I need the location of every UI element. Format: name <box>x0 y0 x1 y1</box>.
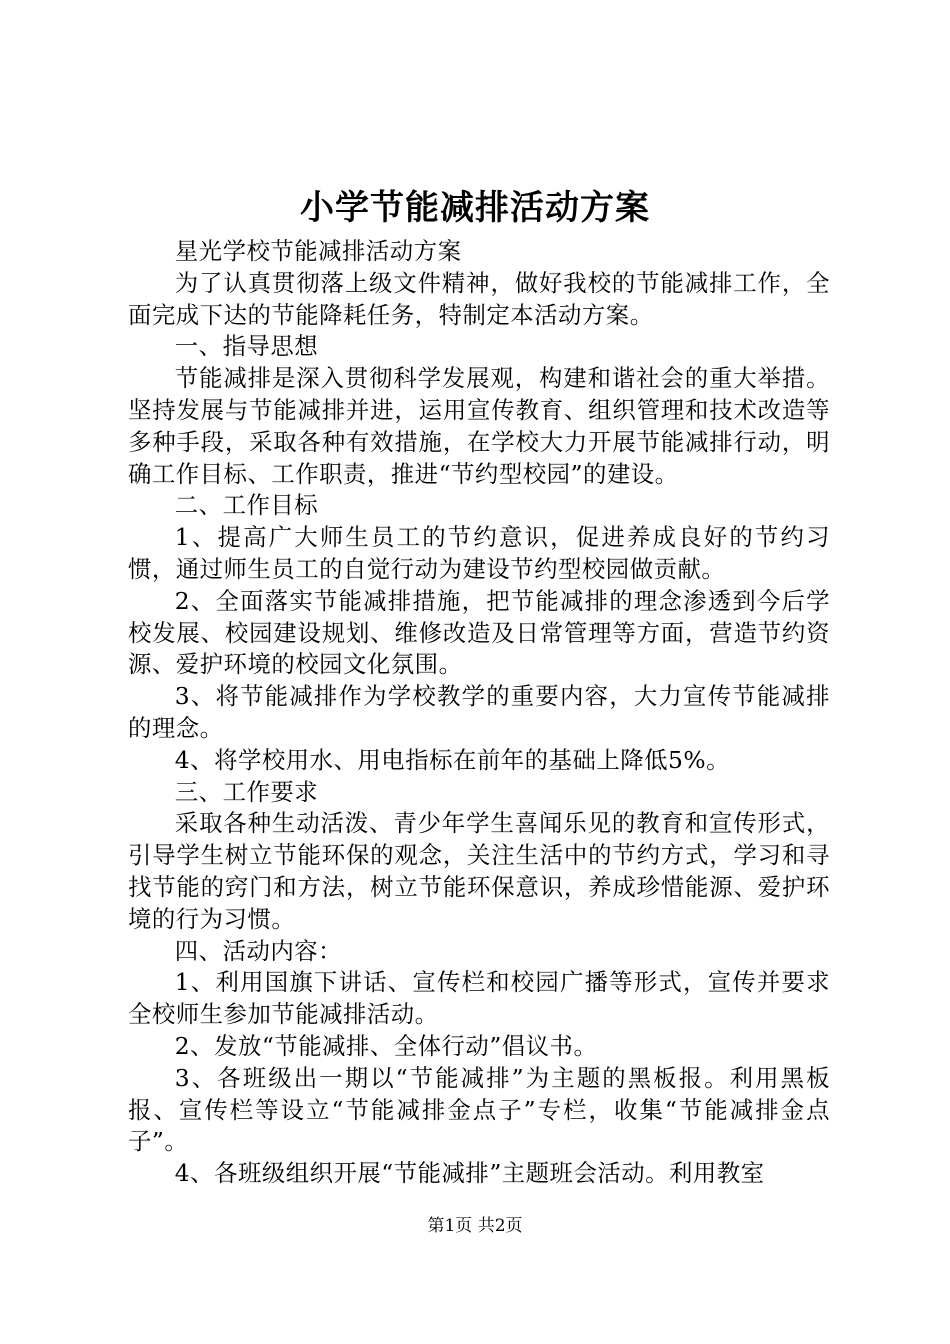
paragraph-activity-2: 2、发放“节能减排、全体行动”倡议书。 <box>174 1031 598 1060</box>
paragraph-goal-4: 4、将学校用水、用电指标在前年的基础上降低5%。 <box>174 745 730 774</box>
paragraph-school-plan-name: 星光学校节能减排活动方案 <box>174 237 462 265</box>
section-heading-work-requirements: 三、工作要求 <box>174 777 319 806</box>
section-heading-activity-content: 四、活动内容： <box>174 936 343 965</box>
paragraph-goal-2: 2、全面落实节能减排措施，把节能减排的理念渗透到今后学校发展、校园建设规划、维修改造及日常管理等方面，营造节约资源、爱护环境的校园文化氛围。 <box>128 586 830 679</box>
paragraph-activity-1: 1、利用国旗下讲话、宣传栏和校园广播等形式，宣传并要求全校师生参加节能减排活动。 <box>128 968 830 1029</box>
document-title: 小学节能减排活动方案 <box>300 188 650 228</box>
page-footer: 第1页 共2页 <box>427 1216 523 1236</box>
paragraph-goal-1: 1、提高广大师生员工的节约意识，促进养成良好的节约习惯，通过师生员工的自觉行动为建设节约型校园做贡献。 <box>128 523 830 583</box>
paragraph-guiding-ideology: 节能减排是深入贯彻科学发展观，构建和谐社会的重大举措。坚持发展与节能减排并进，运用宣传教育、组织管理和技术改造等多种手段，采取各种有效措施，在学校大力开展节能减排行动，明确工作目标、工作职责，推进“节约型校园”的建设。 <box>128 364 830 488</box>
paragraph-activity-4: 4、各班级组织开展“节能减排”主题班会活动。利用教室 <box>174 1159 765 1188</box>
section-heading-work-goals: 二、工作目标 <box>174 491 319 520</box>
paragraph-activity-3: 3、各班级出一期以“节能减排”为主题的黑板报。利用黑板报、宣传栏等设立“节能减排金点子”专栏，收集“节能减排金点子”。 <box>128 1063 830 1156</box>
paragraph-goal-3: 3、将节能减排作为学校教学的重要内容，大力宣传节能减排的理念。 <box>128 682 830 742</box>
section-heading-guiding-ideology: 一、指导思想 <box>174 332 319 361</box>
paragraph-intro: 为了认真贯彻落上级文件精神，做好我校的节能减排工作，全面完成下达的节能降耗任务，特制定本活动方案。 <box>128 268 830 329</box>
document-body <box>128 236 830 1190</box>
paragraph-work-requirements: 采取各种生动活泼、青少年学生喜闻乐见的教育和宣传形式，引导学生树立节能环保的观念，关注生活中的节约方式，学习和寻找节能的窍门和方法，树立节能环保意识，养成珍惜能源、爱护环境的行为习惯。 <box>128 809 830 933</box>
